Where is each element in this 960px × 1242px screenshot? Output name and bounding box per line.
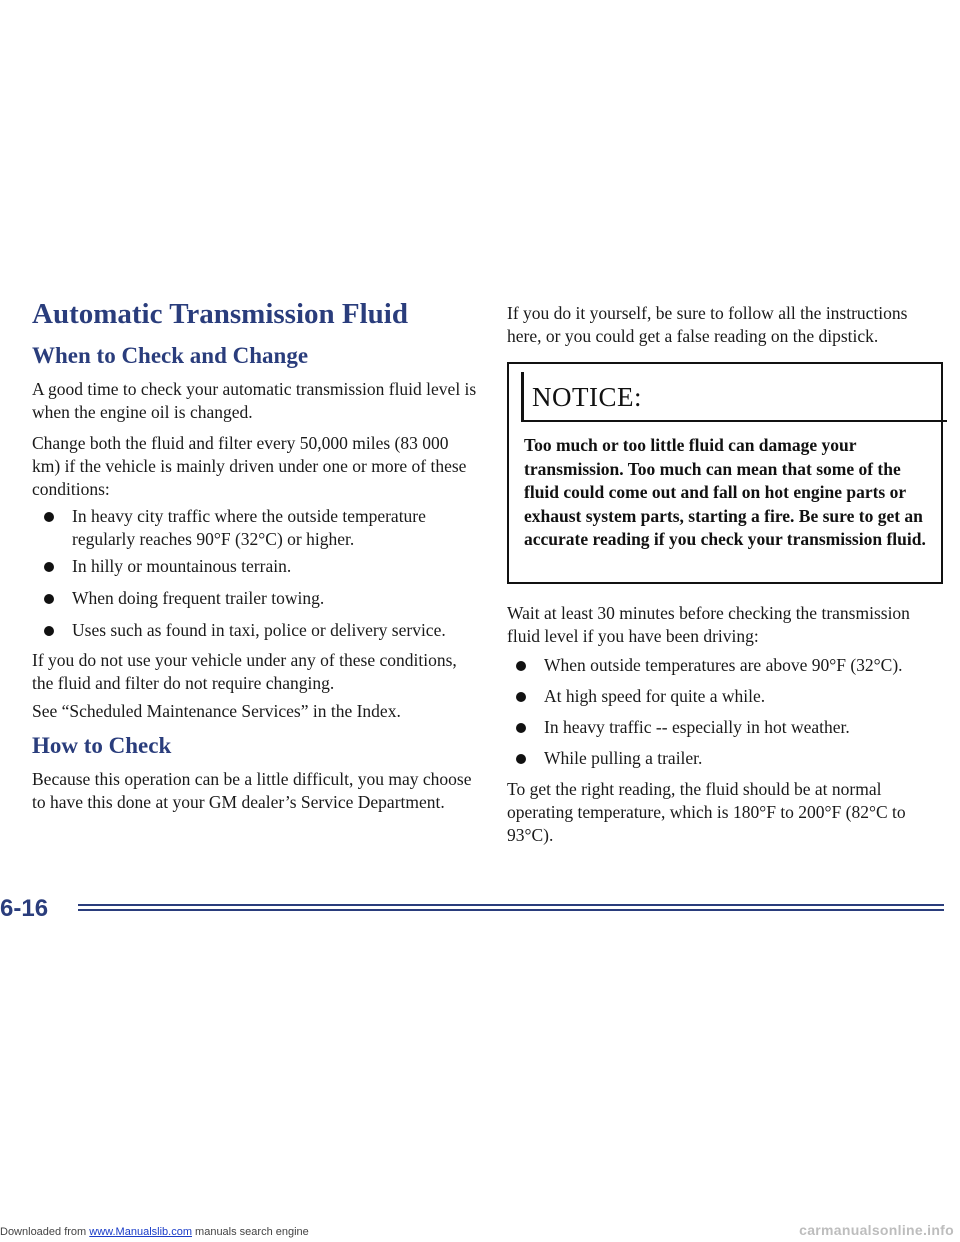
list-item-text: While pulling a trailer. xyxy=(544,748,703,768)
bullet-icon xyxy=(516,661,526,671)
bullet-icon xyxy=(516,754,526,764)
bullet-icon xyxy=(44,626,54,636)
paragraph-wait: Wait at least 30 minutes before checking the transmission fluid level if you have been driving: xyxy=(507,603,910,646)
paragraph-because: Because this operation can be a little difficult, you may choose to have this done at your GM dealer’s Service Department. xyxy=(32,769,472,812)
section-title-when-to-check: When to Check and Change xyxy=(32,343,309,368)
footer-rule xyxy=(78,909,944,911)
notice-box xyxy=(507,362,943,584)
bullet-icon xyxy=(516,692,526,702)
section-title-how-to-check: How to Check xyxy=(32,733,172,758)
list-item-text: In heavy city traffic where the outside temperature regularly reaches 90°F (32°C) or higher. xyxy=(72,506,426,549)
bullet-icon xyxy=(44,512,54,522)
manualslib-link[interactable]: www.Manualslib.com xyxy=(89,1226,192,1238)
watermark-suffix: manuals search engine xyxy=(191,1226,309,1238)
list-item-text: In hilly or mountainous terrain. xyxy=(72,556,292,576)
bullet-icon xyxy=(44,594,54,604)
list-item-text: When doing frequent trailer towing. xyxy=(72,588,325,608)
site-logo: carmanualsonline.info xyxy=(799,1222,954,1238)
bullet-icon xyxy=(516,723,526,733)
list-item-text: In heavy traffic -- especially in hot weather. xyxy=(544,717,850,737)
paragraph-right-reading: To get the right reading, the fluid should be at normal operating temperature, which is 180°F to 200°F (82°C to 93°C). xyxy=(507,779,906,845)
paragraph-good-time: A good time to check your automatic transmission fluid level is when the engine oil is changed. xyxy=(32,379,477,422)
notice-title: NOTICE: xyxy=(532,382,642,412)
paragraph-see-scheduled: See “Scheduled Maintenance Services” in the Index. xyxy=(32,701,401,721)
page-heading: Automatic Transmission Fluid xyxy=(32,298,408,330)
list-item-text: Uses such as found in taxi, police or delivery service. xyxy=(72,620,446,640)
notice-title-box xyxy=(521,372,947,422)
list-item-text: At high speed for quite a while. xyxy=(544,686,766,706)
paragraph-do-not-use: If you do not use your vehicle under any of these conditions, the fluid and filter do not require changing. xyxy=(32,650,457,693)
paragraph-change-both: Change both the fluid and filter every 50,000 miles (83 000 km) if the vehicle is mainly driven under one or more of these conditions: xyxy=(32,433,467,499)
watermark-prefix: Downloaded from xyxy=(0,1226,90,1238)
notice-body: Too much or too little fluid can damage your transmission. Too much can mean that some of the fluid could come out and fall on hot engine parts or exhaust system parts, starting a fire. Be sure to get an accurate reading if you check your transmission fluid. xyxy=(524,435,926,549)
paragraph-if-you-do-it: If you do it yourself, be sure to follow all the instructions here, or you could get a false reading on the dipstick. xyxy=(507,303,908,346)
bullet-icon xyxy=(44,562,54,572)
list-item-text: When outside temperatures are above 90°F (32°C). xyxy=(544,655,903,675)
download-watermark xyxy=(0,1226,309,1238)
page-number: 6-16 xyxy=(0,895,49,922)
footer-rule xyxy=(78,904,944,906)
